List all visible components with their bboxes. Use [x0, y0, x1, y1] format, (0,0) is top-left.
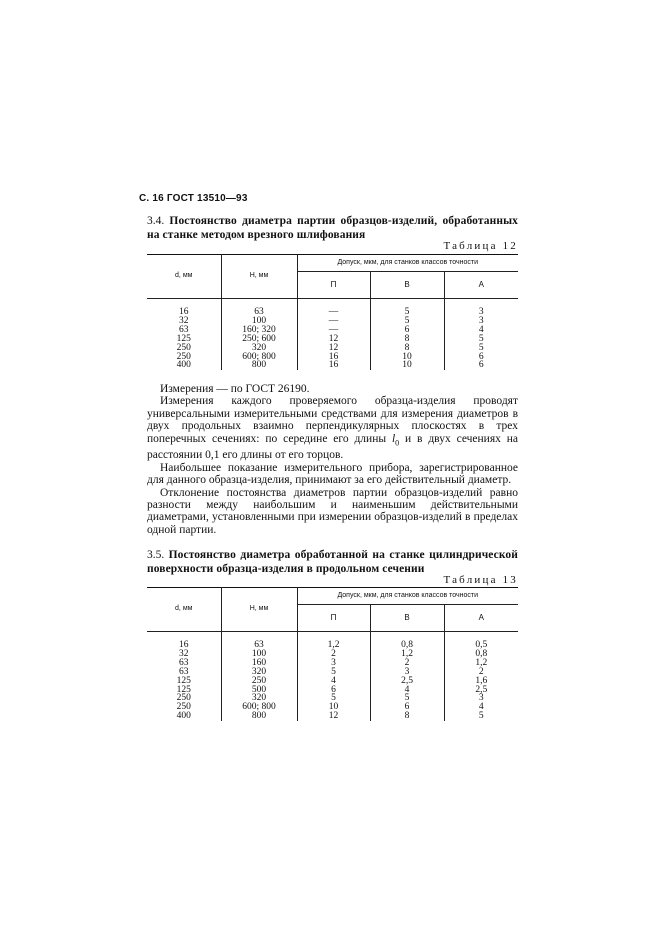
- page-header: С. 16 ГОСТ 13510—93: [139, 193, 248, 204]
- cell-h: 250: [221, 677, 297, 686]
- cell-class-a: 6: [444, 353, 518, 362]
- table-12: [147, 254, 518, 370]
- cell-d: 250: [176, 702, 191, 713]
- cell-class-b: 5: [370, 317, 444, 326]
- cell-class-b: 10: [370, 361, 444, 370]
- col-header-group: Допуск, мкм, для станков классов точности: [297, 588, 518, 605]
- cell-class-b: 8: [370, 335, 444, 344]
- section-number: 3.4.: [147, 215, 165, 227]
- cell-h: 160: [221, 659, 297, 668]
- cell-h: 63: [221, 299, 297, 317]
- table-row: [147, 361, 518, 370]
- cell-class-p: —: [297, 317, 370, 326]
- cell-class-a: 3: [444, 317, 518, 326]
- cell-class-a: 3: [444, 694, 518, 703]
- table-13-caption: Таблица 13: [443, 574, 518, 586]
- cell-d: 16: [179, 640, 189, 650]
- cell-class-b: 4: [370, 686, 444, 695]
- cell-class-b: 5: [370, 694, 444, 703]
- cell-class-p: 6: [297, 686, 370, 695]
- table-13: [147, 587, 518, 721]
- cell-class-p: —: [297, 326, 370, 335]
- cell-class-b: 6: [370, 703, 444, 712]
- cell-h: 600; 800: [221, 353, 297, 362]
- cell-class-a: 0,8: [444, 650, 518, 659]
- section-number: 3.5.: [147, 549, 165, 561]
- cell-d: 125: [176, 675, 191, 686]
- table-13-body: [147, 632, 518, 722]
- cell-class-b: 3: [370, 668, 444, 677]
- cell-class-p: 5: [297, 694, 370, 703]
- cell-class-p: 10: [297, 703, 370, 712]
- cell-h: 320: [221, 694, 297, 703]
- cell-class-a: 4: [444, 703, 518, 712]
- cell-d: 400: [176, 360, 191, 371]
- table-12-body: [147, 299, 518, 371]
- col-header-d: d, мм: [147, 588, 221, 632]
- cell-class-b: 10: [370, 353, 444, 362]
- cell-class-a: 5: [444, 712, 518, 721]
- cell-d: 250: [176, 351, 191, 362]
- table-row: [147, 632, 518, 650]
- cell-class-p: 16: [297, 361, 370, 370]
- cell-class-b: 5: [370, 299, 444, 317]
- cell-d: 250: [176, 693, 191, 704]
- paragraph-deviation: Отклонение постоянства диаметров партии образцов-изделий равно разности между наибольшим и наименьшим действительными диаметрами, установленными при измерении образцов-изделий в пределах одной партии.: [147, 486, 518, 536]
- cell-h: 500: [221, 686, 297, 695]
- cell-class-a: 5: [444, 335, 518, 344]
- cell-class-p: 1,2: [297, 632, 370, 650]
- cell-class-p: —: [297, 299, 370, 317]
- col-header-class-p: П: [297, 605, 370, 632]
- cell-h: 320: [221, 344, 297, 353]
- col-header-class-a: А: [444, 605, 518, 632]
- cell-d: 125: [176, 684, 191, 695]
- col-header-class-b: В: [370, 272, 444, 299]
- cell-class-a: 2,5: [444, 686, 518, 695]
- cell-d: 63: [179, 666, 189, 677]
- cell-class-a: 6: [444, 361, 518, 370]
- cell-h: 160; 320: [221, 326, 297, 335]
- cell-class-p: 12: [297, 712, 370, 721]
- cell-d: 400: [176, 711, 191, 722]
- section-title-text: Постоянство диаметра обработанной на станке цилиндрической поверхности образца-изделия в продольном сечении: [147, 549, 519, 575]
- cell-class-b: 1,2: [370, 650, 444, 659]
- cell-h: 100: [221, 317, 297, 326]
- cell-class-a: 4: [444, 326, 518, 335]
- cell-class-a: 0,5: [444, 632, 518, 650]
- col-header-class-a: А: [444, 272, 518, 299]
- cell-class-p: 12: [297, 344, 370, 353]
- col-header-d: d, мм: [147, 255, 221, 299]
- cell-class-b: 8: [370, 344, 444, 353]
- cell-class-p: 4: [297, 677, 370, 686]
- section-3-4-text: [147, 383, 518, 536]
- cell-d: 32: [179, 648, 189, 659]
- cell-class-a: 5: [444, 344, 518, 353]
- paragraph-method: Измерения каждого проверяемого образца-изделия проводят универсальными измерительными средствами для измерения диаметров в двух продольных взаимно перпендикулярных плоскостях в трех поперечных сечениях: по середине его длины $l_0$ и в двух сечениях на расстоянии 0,1 его длины от его торцов.: [147, 395, 518, 462]
- table-row: [147, 299, 518, 317]
- cell-h: 100: [221, 650, 297, 659]
- cell-h: 63: [221, 632, 297, 650]
- cell-d: 250: [176, 342, 191, 353]
- cell-class-p: 5: [297, 668, 370, 677]
- cell-class-a: 3: [444, 299, 518, 317]
- section-title-text: Постоянство диаметра партии образцов-изделий, обработанных на станке методом врезного шлифования: [147, 215, 519, 241]
- cell-d: 125: [176, 333, 191, 344]
- cell-class-a: 1,2: [444, 659, 518, 668]
- cell-class-a: 1,6: [444, 677, 518, 686]
- cell-class-b: 2,5: [370, 677, 444, 686]
- cell-h: 250; 600: [221, 335, 297, 344]
- col-header-group: Допуск, мкм, для станков классов точности: [297, 255, 518, 272]
- cell-class-b: 8: [370, 712, 444, 721]
- cell-class-p: 3: [297, 659, 370, 668]
- cell-h: 800: [221, 361, 297, 370]
- col-header-class-p: П: [297, 272, 370, 299]
- section-3-5-title: [147, 548, 518, 576]
- cell-class-p: 12: [297, 335, 370, 344]
- table-row: [147, 712, 518, 721]
- paragraph-measurements: Измерения — по ГОСТ 26190.: [160, 383, 310, 395]
- paragraph-max-reading: Наибольшее показание измерительного прибора, зарегистрированное для данного образца-изделия, принимают за его действительный диаметр.: [147, 461, 518, 487]
- cell-class-b: 2: [370, 659, 444, 668]
- cell-d: 63: [179, 657, 189, 668]
- col-header-class-b: В: [370, 605, 444, 632]
- col-header-h: H, мм: [221, 588, 297, 632]
- cell-class-b: 0,8: [370, 632, 444, 650]
- cell-class-b: 6: [370, 326, 444, 335]
- cell-h: 800: [221, 712, 297, 721]
- cell-d: 16: [179, 307, 189, 317]
- cell-h: 600; 800: [221, 703, 297, 712]
- cell-d: 32: [179, 315, 189, 326]
- cell-class-p: 16: [297, 353, 370, 362]
- cell-class-a: 2: [444, 668, 518, 677]
- cell-class-p: 2: [297, 650, 370, 659]
- cell-h: 320: [221, 668, 297, 677]
- section-3-4-title: [147, 214, 518, 242]
- table-12-caption: Таблица 12: [443, 240, 518, 252]
- cell-d: 63: [179, 324, 189, 335]
- col-header-h: H, мм: [221, 255, 297, 299]
